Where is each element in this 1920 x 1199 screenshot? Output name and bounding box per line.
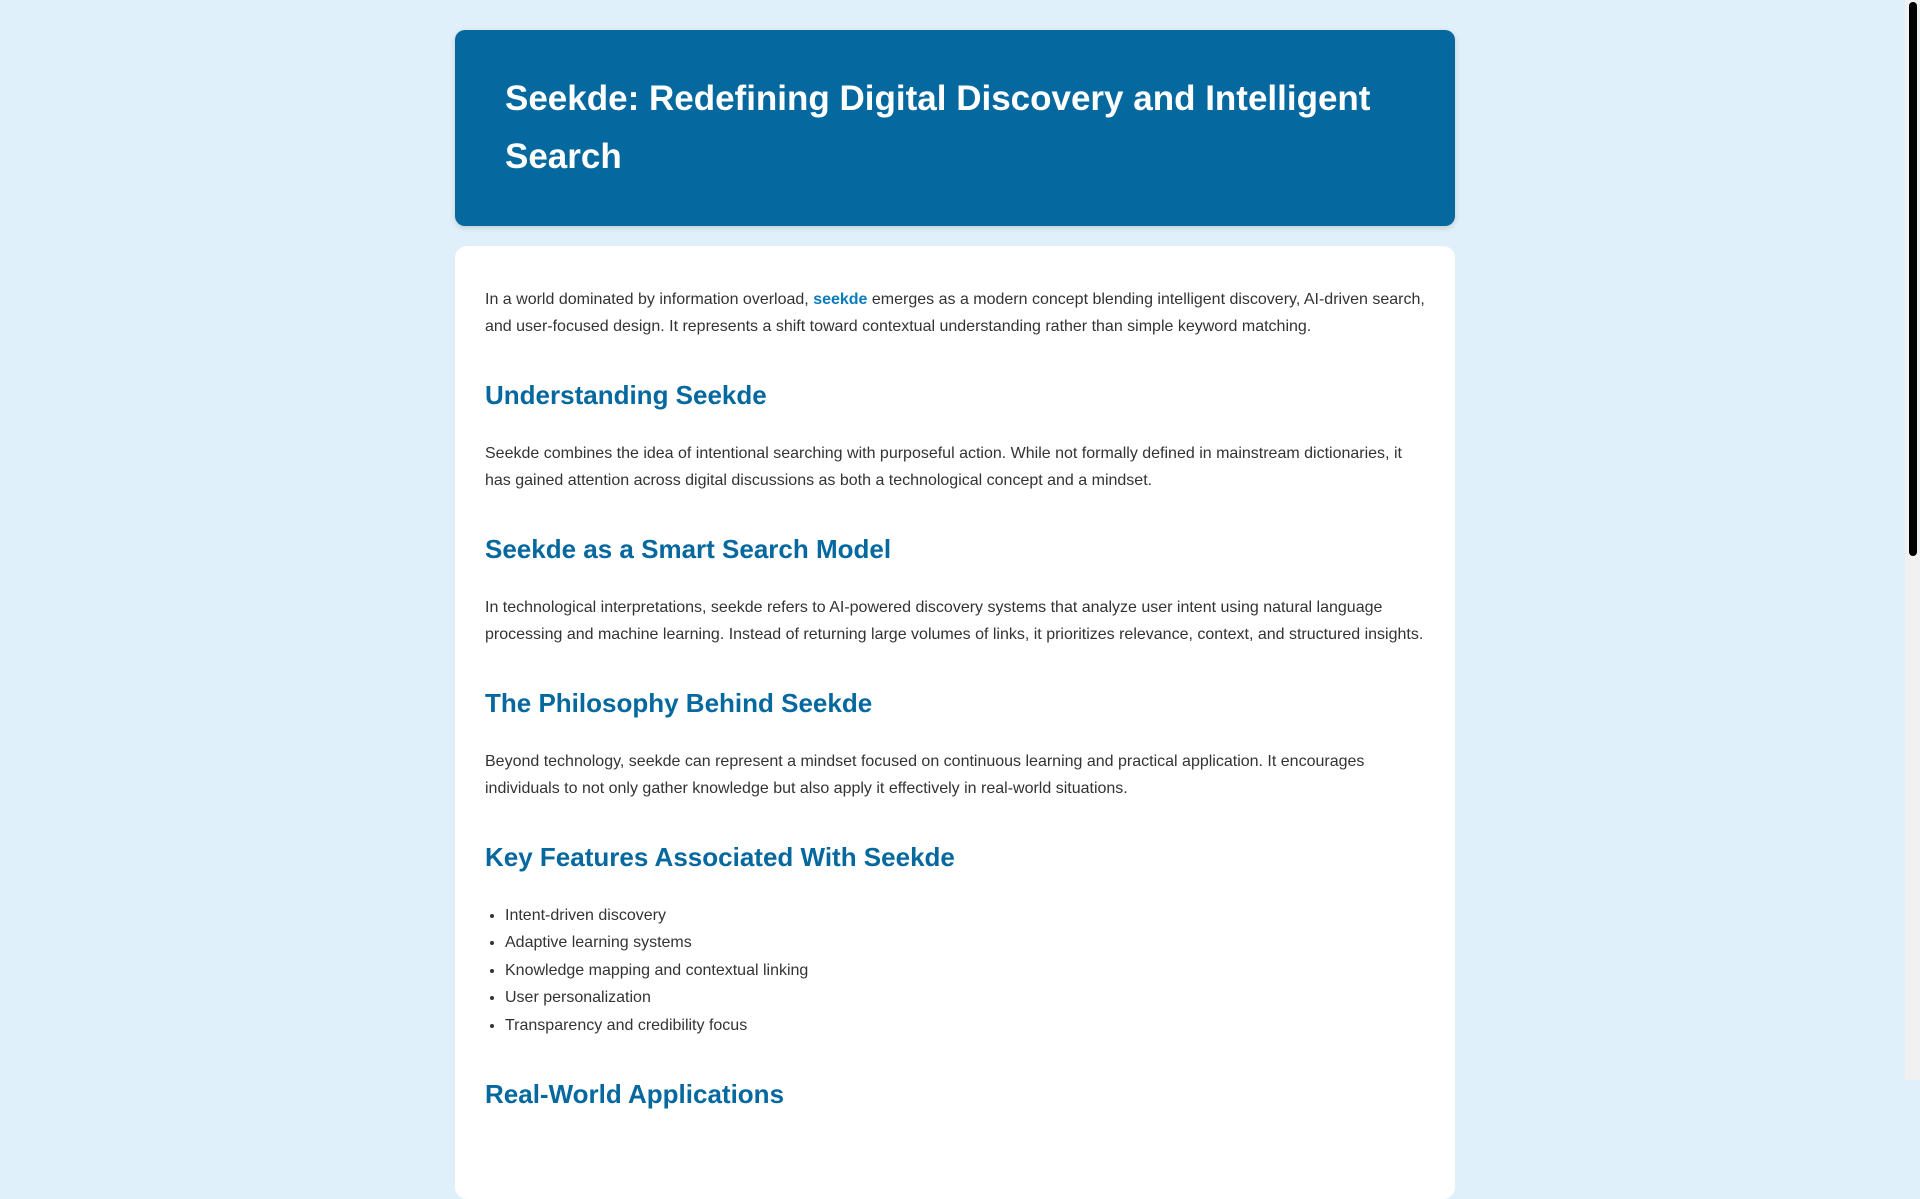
article-content <box>455 246 1455 1199</box>
section-heading-applications: Real-World Applications <box>485 1079 785 1110</box>
vertical-scrollbar[interactable] <box>1905 0 1920 1080</box>
article-page <box>455 30 1455 1199</box>
section-heading-key-features: Key Features Associated With Seekde <box>485 842 955 872</box>
section-heading-smart-search: Seekde as a Smart Search Model <box>485 534 892 564</box>
key-features-list <box>485 902 1425 1039</box>
intro-text-before: In a world dominated by information overload, <box>485 291 814 308</box>
hero-banner <box>455 30 1455 226</box>
section-paragraph-understanding: Seekde combines the idea of intentional searching with purposeful action. While not formally defined in mainstream dictionaries, it has gained attention across digital discussions as both a technological concept and a mindset. <box>485 445 1402 489</box>
section-paragraph-smart-search: In technological interpretations, seekde refers to AI-powered discovery systems that analyze user intent using natural language processing and machine learning. Instead of returning large volumes of links, it prioritizes relevance, context, and structured insights. <box>485 599 1424 643</box>
list-item: • Transparency and credibility focus <box>505 1012 1425 1039</box>
list-item: • User personalization <box>505 984 1425 1011</box>
page-title: Seekde: Redefining Digital Discovery and Intelligent Search <box>505 79 1371 176</box>
section-heading-understanding: Understanding Seekde <box>485 380 767 410</box>
section-heading-philosophy: The Philosophy Behind Seekde <box>485 688 873 718</box>
section-paragraph-philosophy: Beyond technology, seekde can represent a mindset focused on continuous learning and practical application. It encourages individuals to not only gather knowledge but also apply it effectively in real-world situations. <box>485 753 1365 797</box>
intro-text-after: emerges as a modern concept blending intelligent discovery, AI-driven search, and user-focused design. It represents a shift toward contextual understanding rather than simple keyword matching. <box>485 291 1425 335</box>
seekde-link[interactable]: seekde <box>813 291 868 308</box>
list-item: • Adaptive learning systems <box>505 929 1425 956</box>
list-item: • Intent-driven discovery <box>505 902 1425 929</box>
scrollbar-thumb[interactable] <box>1909 2 1917 556</box>
list-item: • Knowledge mapping and contextual linking <box>505 957 1425 984</box>
intro-paragraph <box>485 286 1425 340</box>
